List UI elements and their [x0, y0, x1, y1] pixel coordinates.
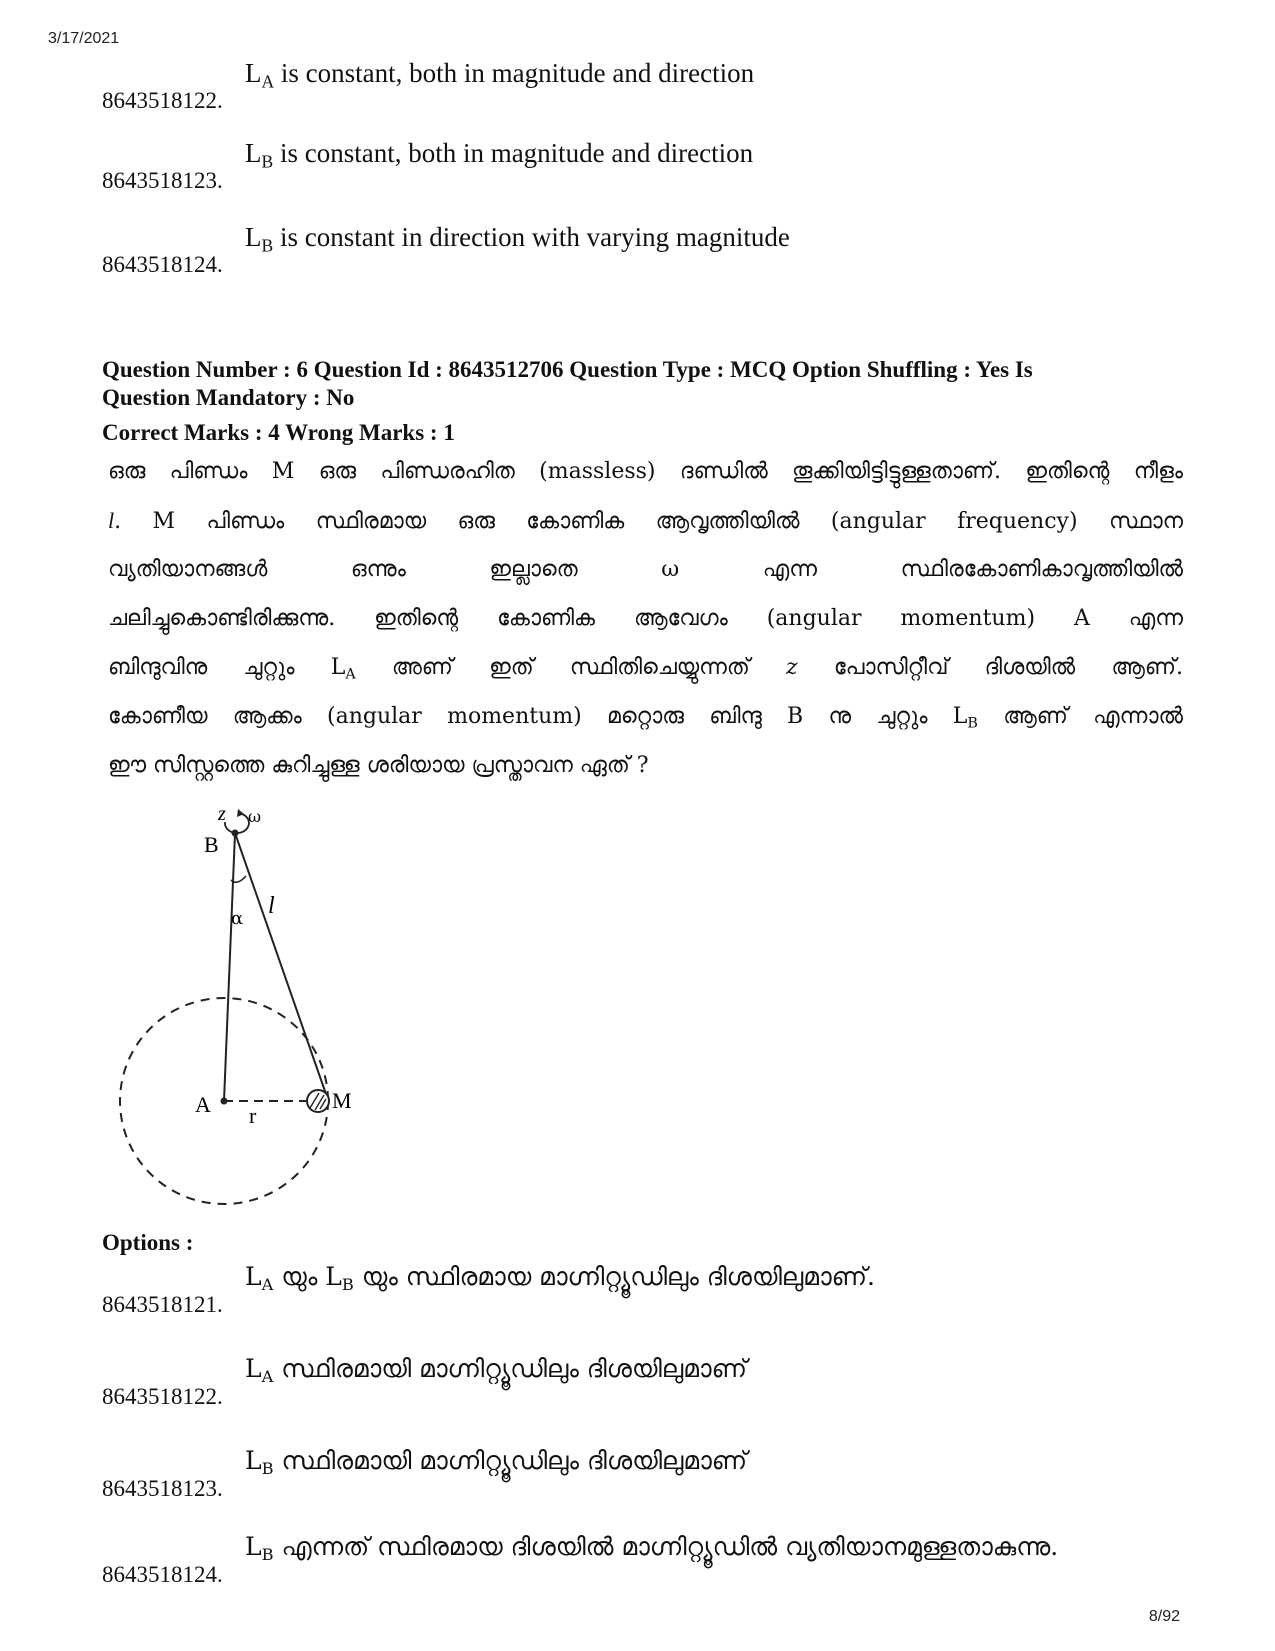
option-text: $L_B$ is constant, both in magnitude and direction — [245, 138, 754, 172]
label-z: z — [218, 803, 226, 825]
option-number: 8643518122. — [102, 88, 223, 113]
page-number: 8/92 — [1148, 1608, 1180, 1625]
question-line-5: ബിന്ദുവിനു ചുറ്റും $L_A$ അണ് ഇത് സ്ഥിതിചെയ്യുന്നത് z പോസിറ്റീവ് ദിശയിൽ ആണ്. — [108, 655, 1183, 683]
pivot-b — [232, 830, 239, 837]
option-number: 8643518123. — [102, 168, 223, 193]
option-text: $L_B$ is constant in direction with varying magnitude — [245, 222, 790, 256]
prev-option-2 — [102, 138, 1202, 198]
label-r: r — [249, 1103, 257, 1128]
label-omega: ω — [248, 807, 262, 826]
label-m: M — [332, 1088, 352, 1113]
question-meta-line1: Question Number : 6 Question Id : 8643512706 Question Type : MCQ Option Shuffling : Yes Is — [102, 357, 1033, 382]
option-text: $L_B$ സ്ഥിരമായി മാഗ്നിറ്റ്യൂഡിലും ദിശയിലുമാണ് — [245, 1446, 748, 1478]
question-line-4: ചലിച്ചുകൊണ്ടിരിക്കുന്നു. ഇതിന്റെ കോണിക ആവേഗം (angular momentum) A എന്ന — [108, 606, 1183, 631]
option-1 — [102, 1262, 1202, 1322]
label-alpha: α — [231, 908, 244, 929]
label-b: B — [204, 832, 219, 857]
option-number: 8643518123. — [102, 1476, 223, 1501]
prev-option-3 — [102, 222, 1202, 282]
question-line-3: വ്യതിയാനങ്ങൾ ഒന്നും ഇല്ലാതെ ω എന്ന സ്ഥിരകോണികാവൃത്തിയിൽ — [108, 557, 1183, 582]
question-text — [108, 452, 1183, 795]
point-a — [221, 1098, 228, 1105]
question-meta-line2: Question Mandatory : No — [102, 385, 355, 410]
label-a: A — [195, 1092, 211, 1117]
options-label: Options : — [102, 1230, 194, 1255]
option-number: 8643518122. — [102, 1384, 223, 1409]
option-2 — [102, 1354, 1202, 1414]
option-4 — [102, 1532, 1202, 1592]
prev-option-1 — [102, 58, 1202, 118]
vertical-axis — [224, 833, 235, 1101]
option-text: $L_A$ സ്ഥിരമായി മാഗ്നിറ്റ്യൂഡിലും ദിശയിലുമാണ് — [245, 1354, 747, 1386]
option-text: $L_B$ എന്നത് സ്ഥിരമായ ദിശയിൽ മാഗ്നിറ്റ്യൂഡിൽ വ്യതിയാനമുള്ളതാകുന്നു. — [245, 1532, 1059, 1564]
option-number: 8643518121. — [102, 1292, 223, 1317]
option-number: 8643518124. — [102, 1562, 223, 1587]
option-text: $L_A$ is constant, both in magnitude and direction — [245, 58, 755, 92]
rod-l — [235, 833, 327, 1097]
question-line-7: ഈ സിസ്റ്റത്തെ കുറിച്ചുള്ള ശരിയായ പ്രസ്താവന ഏത് ? — [108, 753, 649, 778]
option-text: $L_A$ യും $L_B$ യും സ്ഥിരമായ മാഗ്നിറ്റ്യൂഡിലും ദിശയിലുമാണ്. — [245, 1262, 875, 1294]
question-line-2: l. M പിണ്ഡം സ്ഥിരമായ ഒരു കോണിക ആവൃത്തിയിൽ (angular frequency) സ്ഥാന — [108, 508, 1183, 534]
mass-m — [307, 1090, 329, 1112]
option-3 — [102, 1446, 1202, 1506]
question-header — [102, 356, 1222, 412]
conical-pendulum-diagram — [110, 800, 390, 1220]
question-line-1: ഒരു പിണ്ഡം M ഒരു പിണ്ഡരഹിത (massless) ദണ്ഡിൽ തൂക്കിയിട്ടിട്ടുള്ളതാണ്. ഇതിന്റെ നീളം — [108, 459, 1183, 484]
option-number: 8643518124. — [102, 252, 223, 277]
print-date: 3/17/2021 — [48, 30, 120, 47]
question-line-6: കോണീയ ആക്കം (angular momentum) മറ്റൊരു ബിന്ദു B നു ചുറ്റും $L_B$ ആണ് എന്നാൽ — [108, 704, 1183, 732]
label-l: l — [268, 893, 275, 919]
question-marks: Correct Marks : 4 Wrong Marks : 1 — [102, 420, 455, 445]
